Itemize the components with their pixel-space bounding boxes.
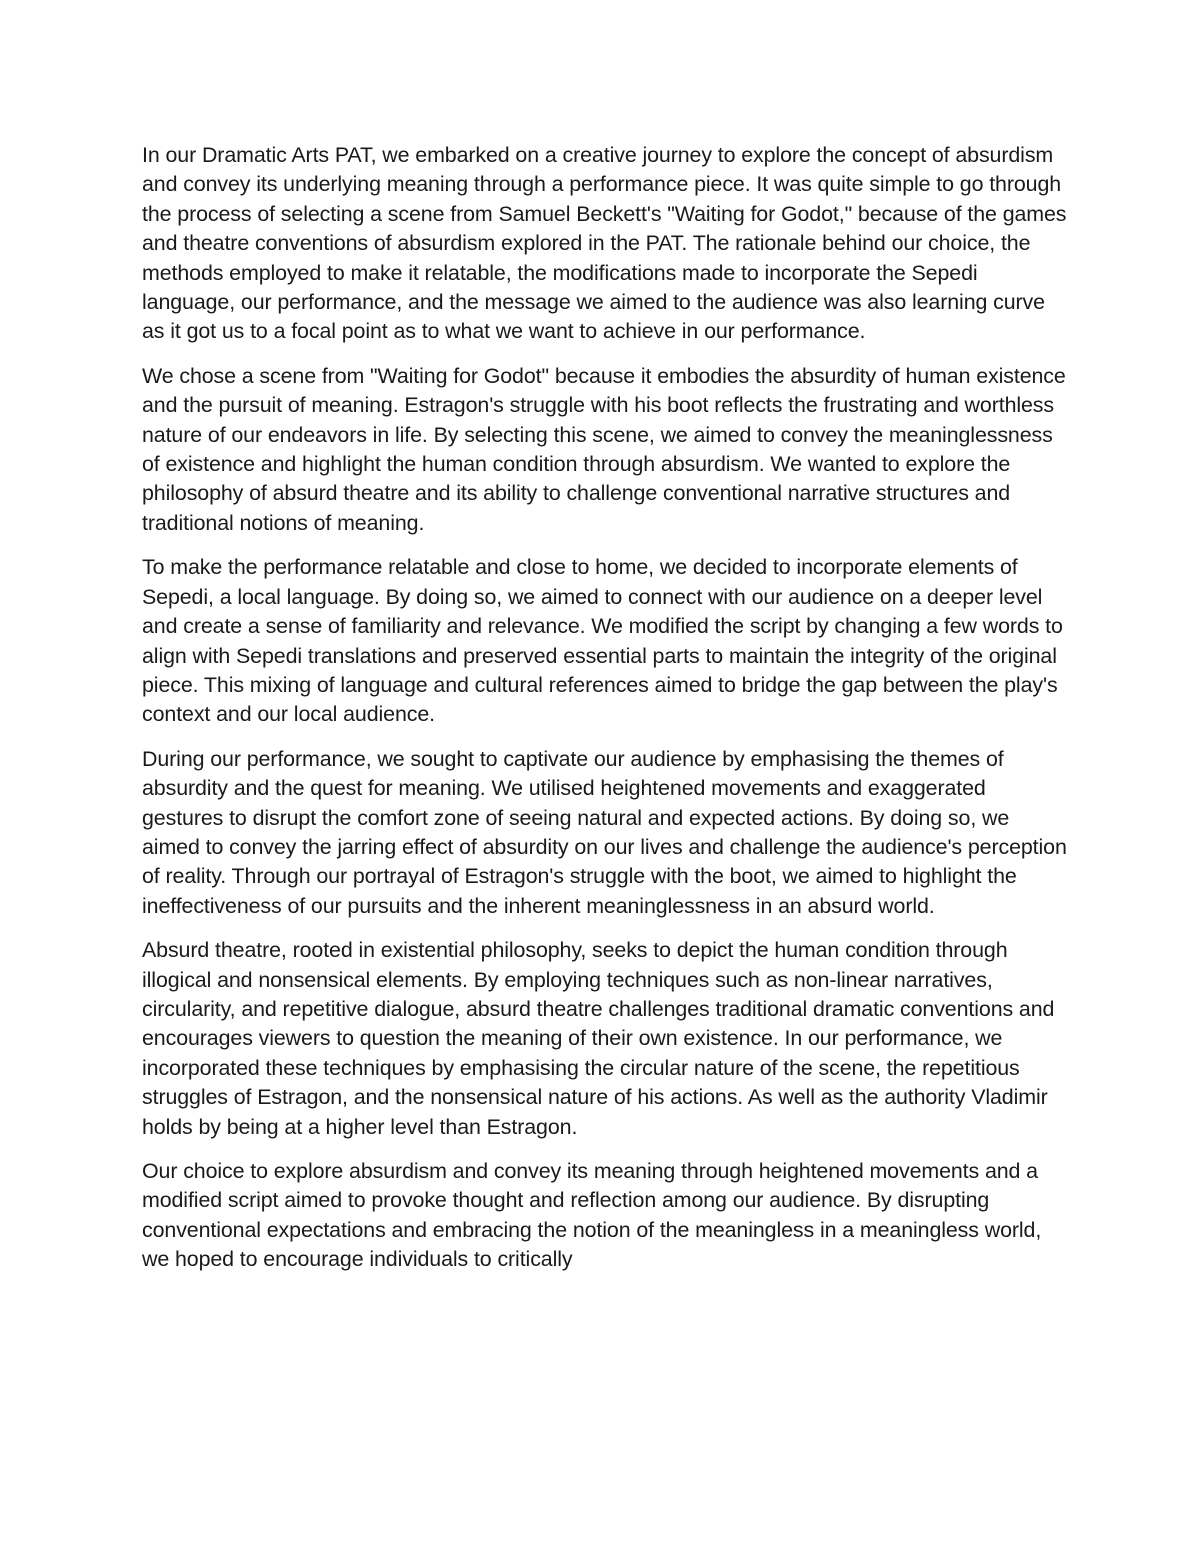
- paragraph-intro: In our Dramatic Arts PAT, we embarked on a creative journey to explore the concept of absurdism and convey its underlying meaning through a performance piece. It was quite simple to go through the process of selecting a scene from Samuel Beckett's "Waiting for Godot," because of the games and theatre conventions of absurdism explored in the PAT. The rationale behind our choice, the methods employed to make it relatable, the modifications made to incorporate the Sepedi language, our performance, and the message we aimed to the audience was also learning curve as it got us to a focal point as to what we want to achieve in our performance.: [142, 143, 1067, 344]
- paragraph-conclusion: Our choice to explore absurdism and convey its meaning through heightened movements and a modified script aimed to provoke thought and reflection among our audience. By disrupting conventional expectations and embracing the notion of the meaningless in a meaningless world, we hoped to encourage individuals to critically: [142, 1159, 1042, 1272]
- paragraph-scene-choice: We chose a scene from "Waiting for Godot" because it embodies the absurdity of human existence and the pursuit of meaning. Estragon's struggle with his boot reflects the frustrating and worthless nature of our endeavors in life. By selecting this scene, we aimed to convey the meaninglessness of existence and highlight the human condition through absurdism. We wanted to explore the philosophy of absurd theatre and its ability to challenge conventional narrative structures and traditional notions of meaning.: [142, 363, 1066, 535]
- paragraph-performance: During our performance, we sought to captivate our audience by emphasising the themes of absurdity and the quest for meaning. We utilised heightened movements and exaggerated gestures to disrupt the comfort zone of seeing natural and expected actions. By doing so, we aimed to convey the jarring effect of absurdity on our lives and challenge the audience's perception of reality. Through our portrayal of Estragon's struggle with the boot, we aimed to highlight the ineffectiveness of our pursuits and the inherent meaninglessness in an absurd world.: [142, 746, 1067, 918]
- document-body: [142, 141, 1072, 1290]
- paragraph-sepedi: To make the performance relatable and close to home, we decided to incorporate elements of Sepedi, a local language. By doing so, we aimed to connect with our audience on a deeper level and create a sense of familiarity and relevance. We modified the script by changing a few words to align with Sepedi translations and preserved essential parts to maintain the integrity of the original piece. This mixing of language and cultural references aimed to bridge the gap between the play's context and our local audience.: [142, 555, 1063, 727]
- paragraph-absurd-theatre: Absurd theatre, rooted in existential philosophy, seeks to depict the human condition through illogical and nonsensical elements. By employing techniques such as non-linear narratives, circularity, and repetitive dialogue, absurd theatre challenges traditional dramatic conventions and encourages viewers to question the meaning of their own existence. In our performance, we incorporated these techniques by emphasising the circular nature of the scene, the repetitious struggles of Estragon, and the nonsensical nature of his actions. As well as the authority Vladimir holds by being at a higher level than Estragon.: [142, 938, 1055, 1139]
